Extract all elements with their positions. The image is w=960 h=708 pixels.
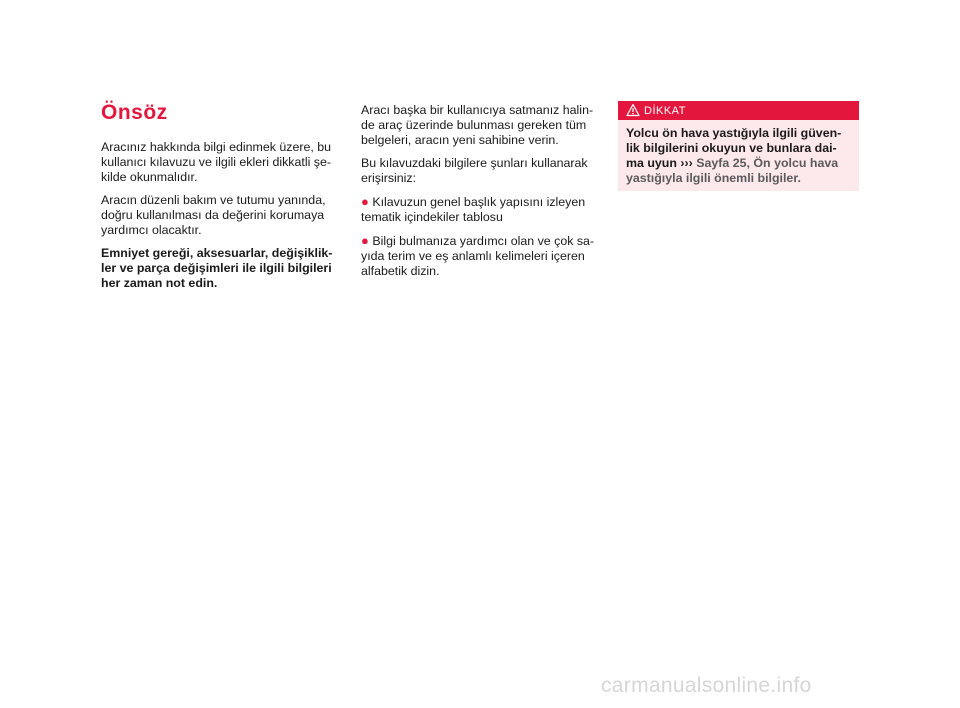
warning-triangle-icon (626, 103, 640, 117)
warning-text: Yolcu ön hava yastığıyla ilgili güven-lik bilgilerini okuyun ve bunlara dai-ma uyun (626, 126, 842, 170)
paragraph: Aracı başka bir kullanıcıya satmanız halin-de araç üzerinde bulunması gereken tüm belgeleri, aracın yeni sahibine verin. (361, 103, 594, 147)
paragraph: Bu kılavuzdaki bilgilere şunları kullanarak erişirsiniz: (361, 156, 588, 185)
warning-header (618, 101, 859, 120)
list-item-text: Kılavuzun genel başlık yapısını izleyen tematik içindekiler tablosu (361, 195, 586, 224)
bullet-icon: ● (361, 233, 369, 248)
middle-column (361, 103, 597, 287)
warning-heading: DİKKAT (644, 104, 686, 117)
paragraph-bold: Emniyet gereği, aksesuarlar, değişiklik-ler ve parça değişimleri ile ilgili bilgileri her zaman not edin. (101, 246, 333, 290)
paragraph: Aracınız hakkında bilgi edinmek üzere, bu kullanıcı kılavuzu ve ilgili ekleri dikkatli şe-kilde okunmalıdır. (101, 140, 332, 184)
paragraph: Aracın düzenli bakım ve tutumu yanında, doğru kullanılması da değerini korumaya yardımcı olacaktır. (101, 193, 326, 237)
warning-body (618, 120, 859, 191)
list-item-text: Bilgi bulmanıza yardımcı olan ve çok sa-yıda terim ve eş anlamlı kelimeleri içeren alfabetik dizin. (361, 234, 595, 278)
list-item (361, 233, 597, 279)
warning-box (618, 101, 859, 191)
list-item (361, 194, 597, 225)
watermark: carmanualsonline.info (601, 674, 812, 697)
page-reference-link[interactable]: Sayfa 25, Ön yolcu hava yastığıyla ilgili önemli bilgiler. (626, 156, 839, 185)
bullet-icon: ● (361, 194, 369, 209)
reference-arrows: ››› (680, 156, 693, 170)
left-column (101, 100, 337, 299)
page-title: Önsöz (101, 101, 168, 124)
